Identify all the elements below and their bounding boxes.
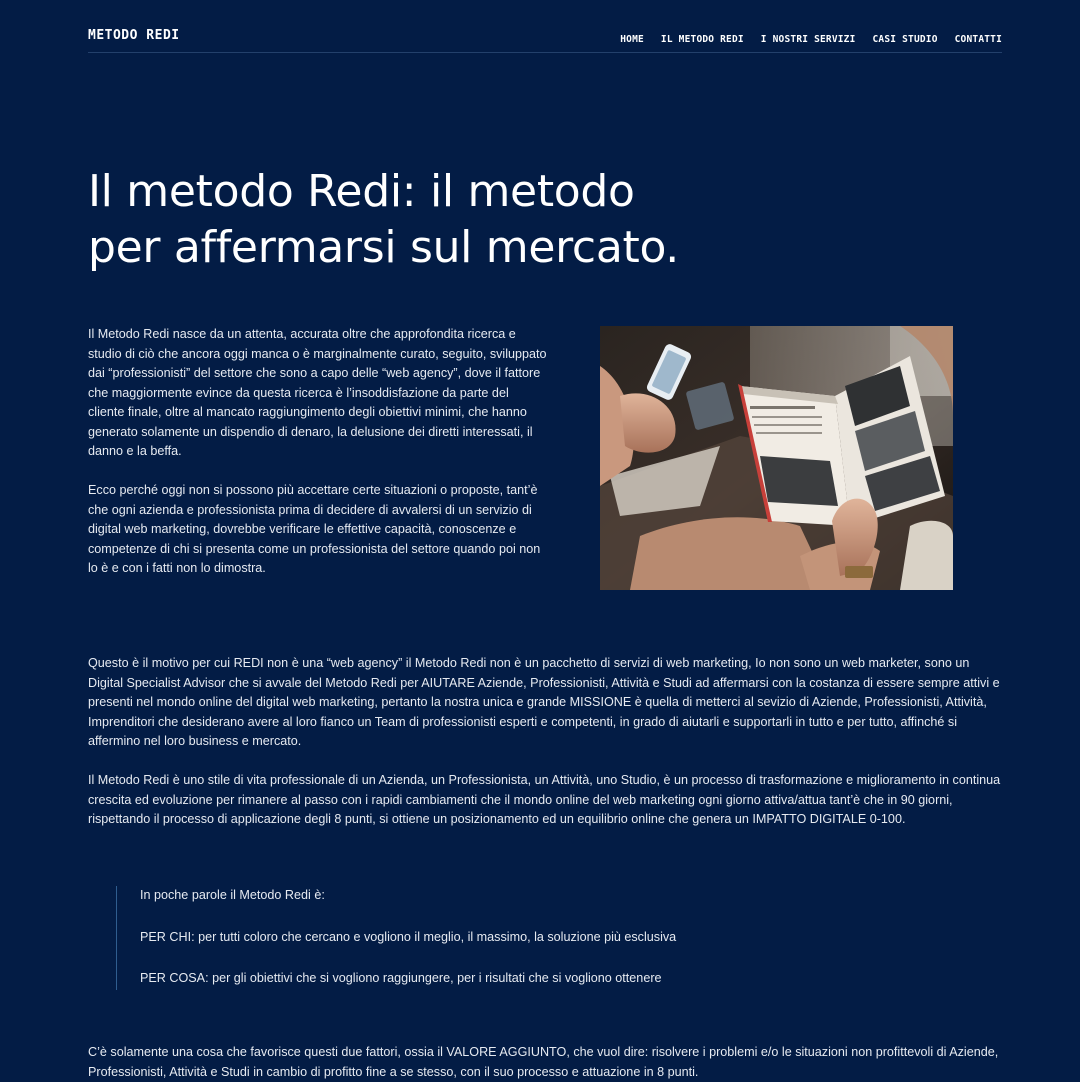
nav-casi-studio[interactable]: CASI STUDIO xyxy=(872,34,938,45)
summary-quote xyxy=(116,886,977,990)
quote-line-per-cosa: PER COSA: per gli obiettivi che si vogliono raggiungere, per i risultati che si vogliono ottenere xyxy=(140,971,662,985)
intro-paragraph-2: Ecco perché oggi non si possono più accettare certe situazioni o proposte, tant’è che ogni azienda e professionista prima di decidere di avvalersi di un servizio di digital web marketing, dovrebbe verificare le effettive capacità, conoscenze e competenze di chi si presenta come un professionista del settore quando poi non lo è e con i fatti non lo dimostra. xyxy=(88,483,541,575)
header-divider xyxy=(88,52,1002,53)
nav-contatti[interactable]: CONTATTI xyxy=(954,34,1002,45)
site-header xyxy=(88,0,1002,53)
intro-section xyxy=(88,325,548,579)
page-title-line-2: per affermarsi sul mercato. xyxy=(88,222,679,273)
intro-paragraph-1: Il Metodo Redi nasce da un attenta, accurata oltre che approfondita ricerca e studio di ciò che ancora oggi manca o è marginalmente curato, seguito, sviluppato dai “professionisti” del settore che sono a capo delle “web agency”, dove il fattore che maggiormente evince da questa ricerca è l’insoddisfazione da parte del cliente finale, oltre al mancato raggiungimento degli obiettivi minimi, che hanno generato solamente un dispendio di denaro, la delusione dei diretti interessati, il danno e la beffa. xyxy=(88,327,547,458)
main-paragraph-1: Questo è il motivo per cui REDI non è una “web agency” il Metodo Redi non è un pacchetto di servizi di web marketing, Io non sono un web marketer, sono un Digital Specialist Advisor che si avvale del Metodo Redi per AIUTARE Aziende, Professionisti, Attività e Studi ad affermarsi con la costanza di essere sempre attivi e presenti nel mondo online del digital web marketing, pertanto la nostra unica e grande MISSIONE è quella di metterci al sevizio di Aziende, Professionisti, Attività, Imprenditori che desiderano avere al loro fianco un Team di professionisti esperti e competenti, in grado di aiutarli e supportarli in tutto e per tutto, affinché si affermino nel loro business e mercato. xyxy=(88,656,1000,748)
main-paragraph-2: Il Metodo Redi è uno stile di vita professionale di un Azienda, un Professionista, un Attività, uno Studio, è un processo di trasformazione e miglioramento in continua crescita ed evoluzione per rimanere al passo con i rapidi cambiamenti che il mondo online del web marketing ogni giorno attiva/attua tant’è che in 90 giorni, rispettando il processo di applicazione degli 8 punti, si ottiene un posizionamento ed un equilibrio online che genera un IMPATTO DIGITALE 0-100. xyxy=(88,773,1001,826)
quote-line-per-chi: PER CHI: per tutti coloro che cercano e vogliono il meglio, il massimo, la soluzione più esclusiva xyxy=(140,930,677,944)
main-section xyxy=(88,654,1004,830)
closing-paragraph: C’è solamente una cosa che favorisce questi due fattori, ossia il VALORE AGGIUNTO, che vuol dire: risolvere i problemi e/o le situazioni non profittevoli di Aziende, Professionisti, Attività e Studi in cambio di profitto fine a se stesso, con il suo processo e attuazione in 8 punti. xyxy=(88,1045,999,1079)
page-title xyxy=(88,164,808,276)
main-nav xyxy=(620,34,1002,45)
magazine-photo xyxy=(600,326,953,590)
nav-i-nostri-servizi[interactable]: I NOSTRI SERVIZI xyxy=(760,34,856,45)
nav-home[interactable]: HOME xyxy=(620,34,644,45)
site-logo[interactable]: METODO REDI xyxy=(88,28,180,43)
closing-section xyxy=(88,1043,1004,1082)
quote-line-intro: In poche parole il Metodo Redi è: xyxy=(140,888,325,902)
nav-il-metodo-redi[interactable]: IL METODO REDI xyxy=(660,34,744,45)
page-title-line-1: Il metodo Redi: il metodo xyxy=(88,166,635,217)
